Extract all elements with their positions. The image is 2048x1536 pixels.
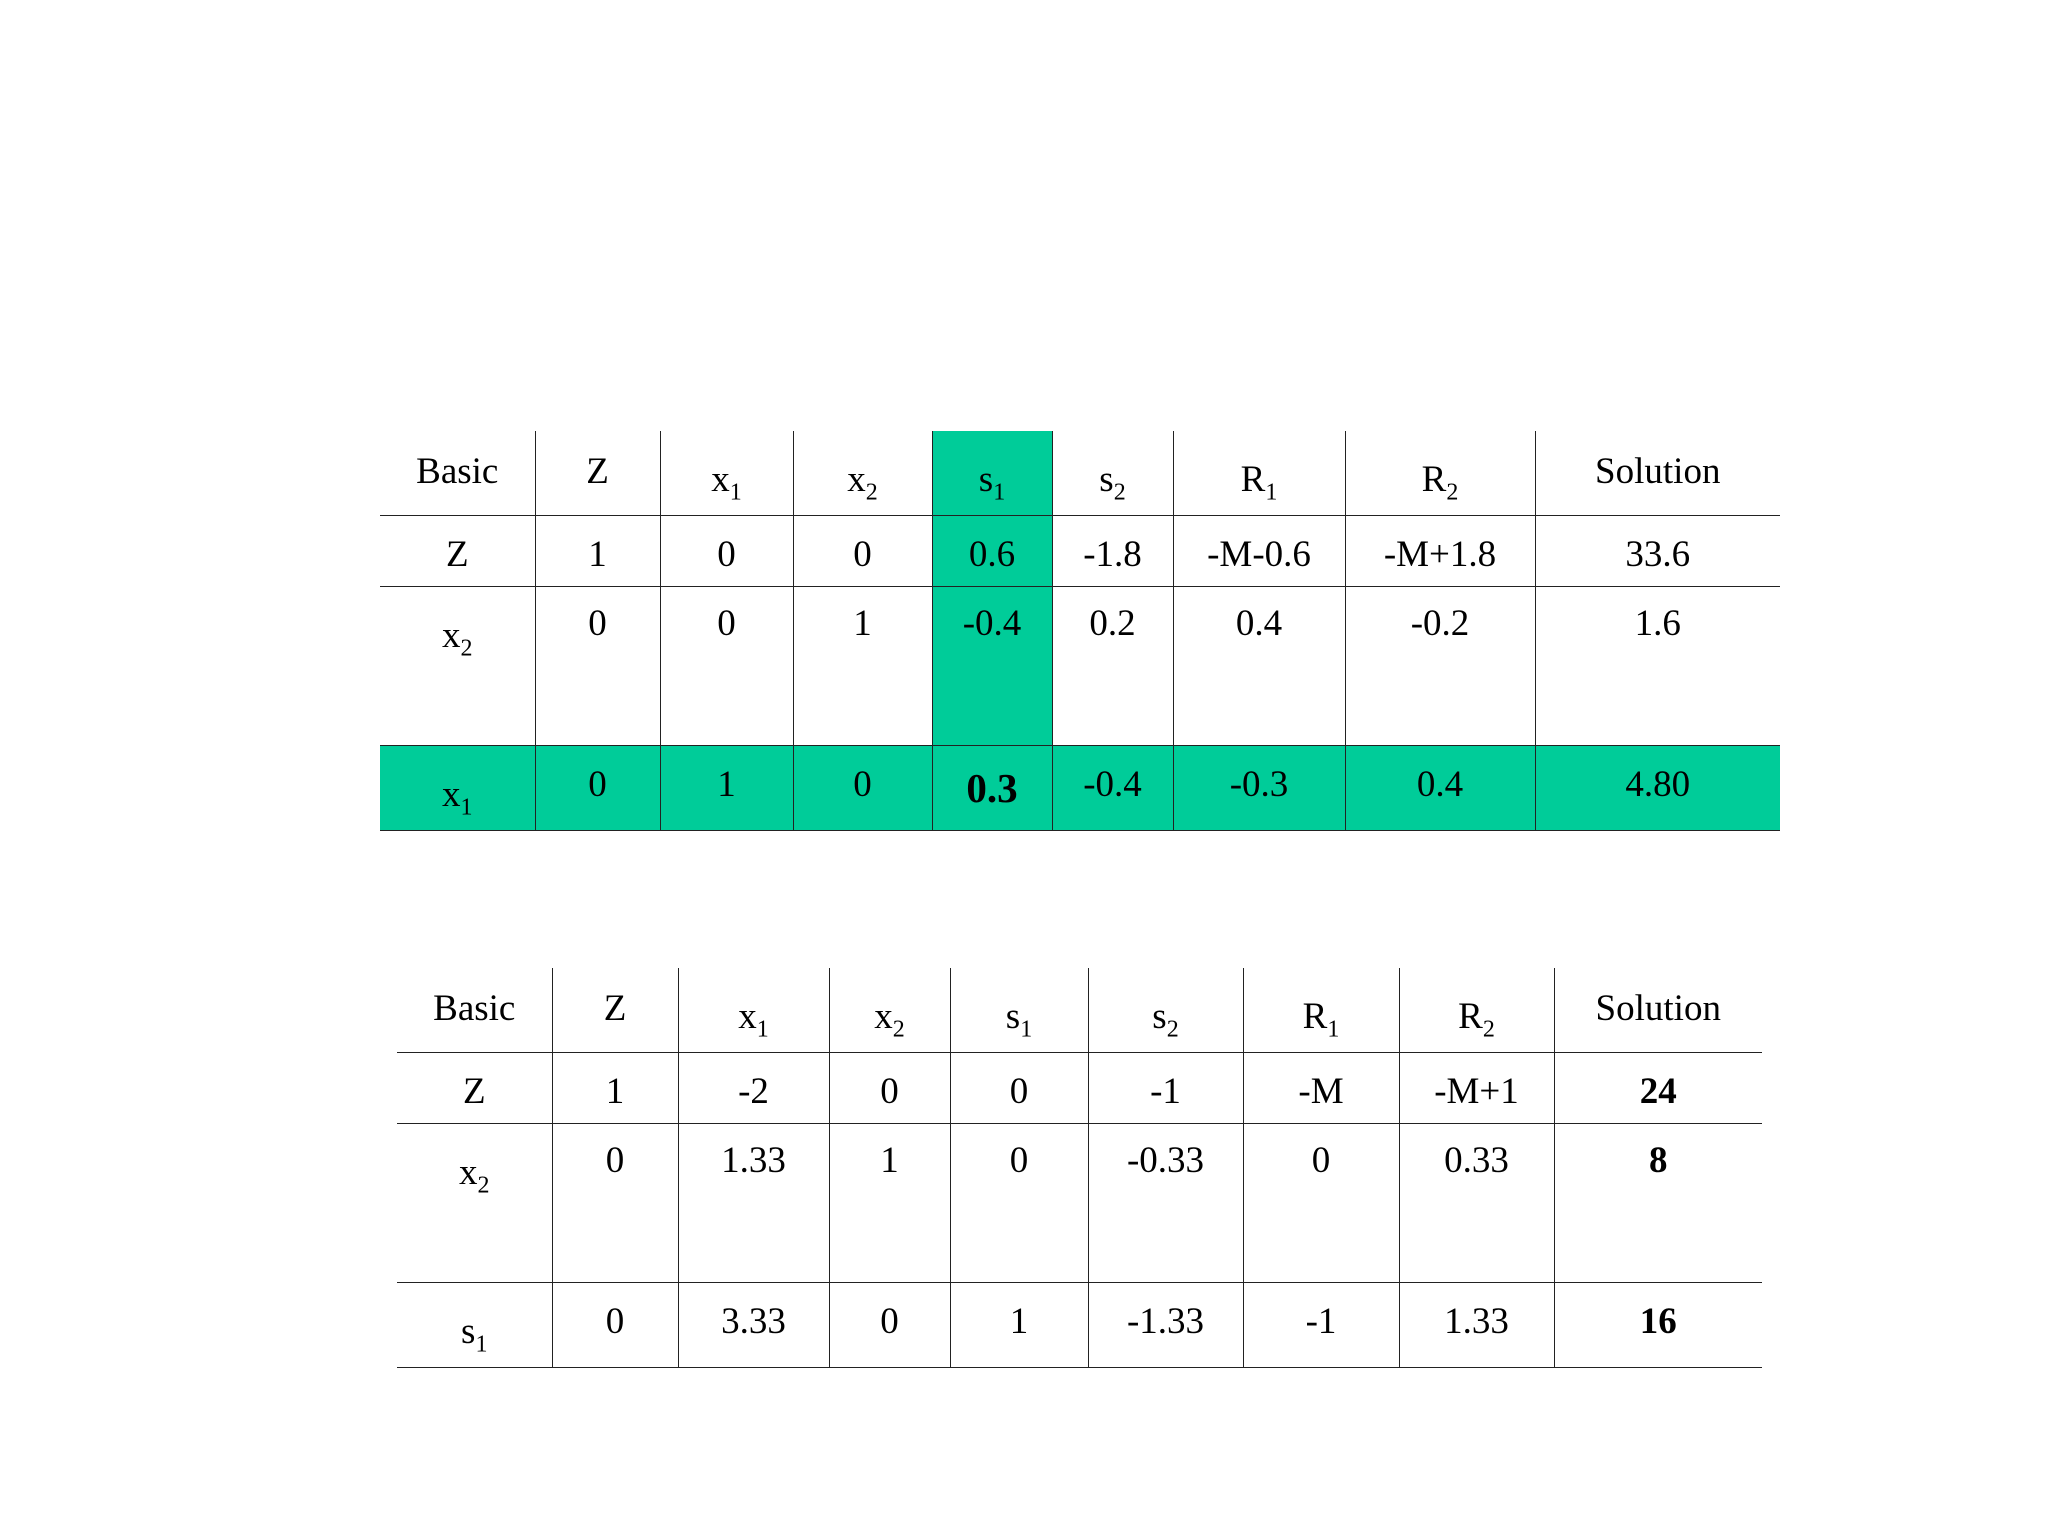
- header-cell: $x_1$: [660, 431, 793, 516]
- value-cell: 1: [793, 587, 932, 746]
- value-cell: -1: [1088, 1053, 1243, 1124]
- header-cell: $x_2$: [829, 968, 950, 1053]
- basic-cell: $s_1$: [397, 1283, 552, 1368]
- solution-cell: 16: [1554, 1283, 1762, 1368]
- table-header-row: [380, 431, 1780, 516]
- value-cell: 0: [552, 1283, 678, 1368]
- value-cell: 1.33: [1399, 1283, 1554, 1368]
- header-cell: Solution: [1535, 431, 1780, 516]
- simplex-tableau-iteration-1: [380, 431, 1780, 831]
- value-cell: -M-0.6: [1173, 516, 1345, 587]
- value-cell: -1.33: [1088, 1283, 1243, 1368]
- header-cell: Z: [535, 431, 660, 516]
- value-cell: -1: [1243, 1283, 1399, 1368]
- pivot-element: 0.3: [932, 746, 1052, 831]
- value-cell: 0: [829, 1283, 950, 1368]
- basic-cell: Z: [397, 1053, 552, 1124]
- value-cell: 0: [535, 587, 660, 746]
- value-cell: 1: [829, 1124, 950, 1283]
- value-cell: 0: [793, 516, 932, 587]
- table-row-pivot-row: [380, 746, 1780, 831]
- value-cell: 0: [950, 1053, 1088, 1124]
- value-cell: -M: [1243, 1053, 1399, 1124]
- value-cell: 1: [535, 516, 660, 587]
- value-cell: 1: [950, 1283, 1088, 1368]
- value-cell: 0.2: [1052, 587, 1173, 746]
- value-cell: 1.33: [678, 1124, 829, 1283]
- basic-cell: Z: [380, 516, 535, 587]
- header-cell: $R_2$: [1399, 968, 1554, 1053]
- header-cell: $x_2$: [793, 431, 932, 516]
- header-cell: $x_1$: [678, 968, 829, 1053]
- value-cell: 0.4: [1345, 746, 1535, 831]
- table-row: [397, 1283, 1762, 1368]
- value-cell: 0: [829, 1053, 950, 1124]
- value-cell: 3.33: [678, 1283, 829, 1368]
- value-cell: 0.6: [932, 516, 1052, 587]
- table-row: [397, 1053, 1762, 1124]
- table-row: [397, 1124, 1762, 1283]
- solution-cell: 24: [1554, 1053, 1762, 1124]
- simplex-tableau-iteration-2: [397, 968, 1762, 1368]
- value-cell: 0: [660, 587, 793, 746]
- header-cell: $s_2$: [1088, 968, 1243, 1053]
- basic-cell: $x_2$: [380, 587, 535, 746]
- header-cell: Basic: [433, 988, 516, 1029]
- value-cell: -M+1.8: [1345, 516, 1535, 587]
- value-cell: 0: [950, 1124, 1088, 1283]
- value-cell: -0.33: [1088, 1124, 1243, 1283]
- value-cell: 0: [1243, 1124, 1399, 1283]
- value-cell: -2: [678, 1053, 829, 1124]
- value-cell: 0.33: [1399, 1124, 1554, 1283]
- value-cell: -M+1: [1399, 1053, 1554, 1124]
- value-cell: 0: [660, 516, 793, 587]
- solution-cell: 8: [1554, 1124, 1762, 1283]
- value-cell: -0.2: [1345, 587, 1535, 746]
- table-header-row: [397, 968, 1762, 1053]
- header-cell-pivot-column: $s_1$: [932, 431, 1052, 516]
- header-cell: $R_1$: [1173, 431, 1345, 516]
- value-cell: 0: [535, 746, 660, 831]
- value-cell: -0.4: [932, 587, 1052, 746]
- value-cell: -1.8: [1052, 516, 1173, 587]
- table-row: [380, 587, 1780, 746]
- value-cell: -0.3: [1173, 746, 1345, 831]
- header-cell: $s_2$: [1052, 431, 1173, 516]
- basic-cell: $x_1$: [380, 746, 535, 831]
- solution-cell: 4.80: [1535, 746, 1780, 831]
- header-cell: $R_2$: [1345, 431, 1535, 516]
- basic-cell: $x_2$: [397, 1124, 552, 1283]
- header-cell: Z: [552, 968, 678, 1053]
- header-cell: $R_1$: [1243, 968, 1399, 1053]
- value-cell: 0.4: [1173, 587, 1345, 746]
- value-cell: 1: [552, 1053, 678, 1124]
- header-cell: $s_1$: [950, 968, 1088, 1053]
- solution-cell: 1.6: [1535, 587, 1780, 746]
- value-cell: 0: [552, 1124, 678, 1283]
- table-row: [380, 516, 1780, 587]
- header-cell: Solution: [1554, 968, 1762, 1053]
- value-cell: -0.4: [1052, 746, 1173, 831]
- value-cell: 1: [660, 746, 793, 831]
- value-cell: 0: [793, 746, 932, 831]
- solution-cell: 33.6: [1535, 516, 1780, 587]
- header-cell: Basic: [416, 451, 499, 492]
